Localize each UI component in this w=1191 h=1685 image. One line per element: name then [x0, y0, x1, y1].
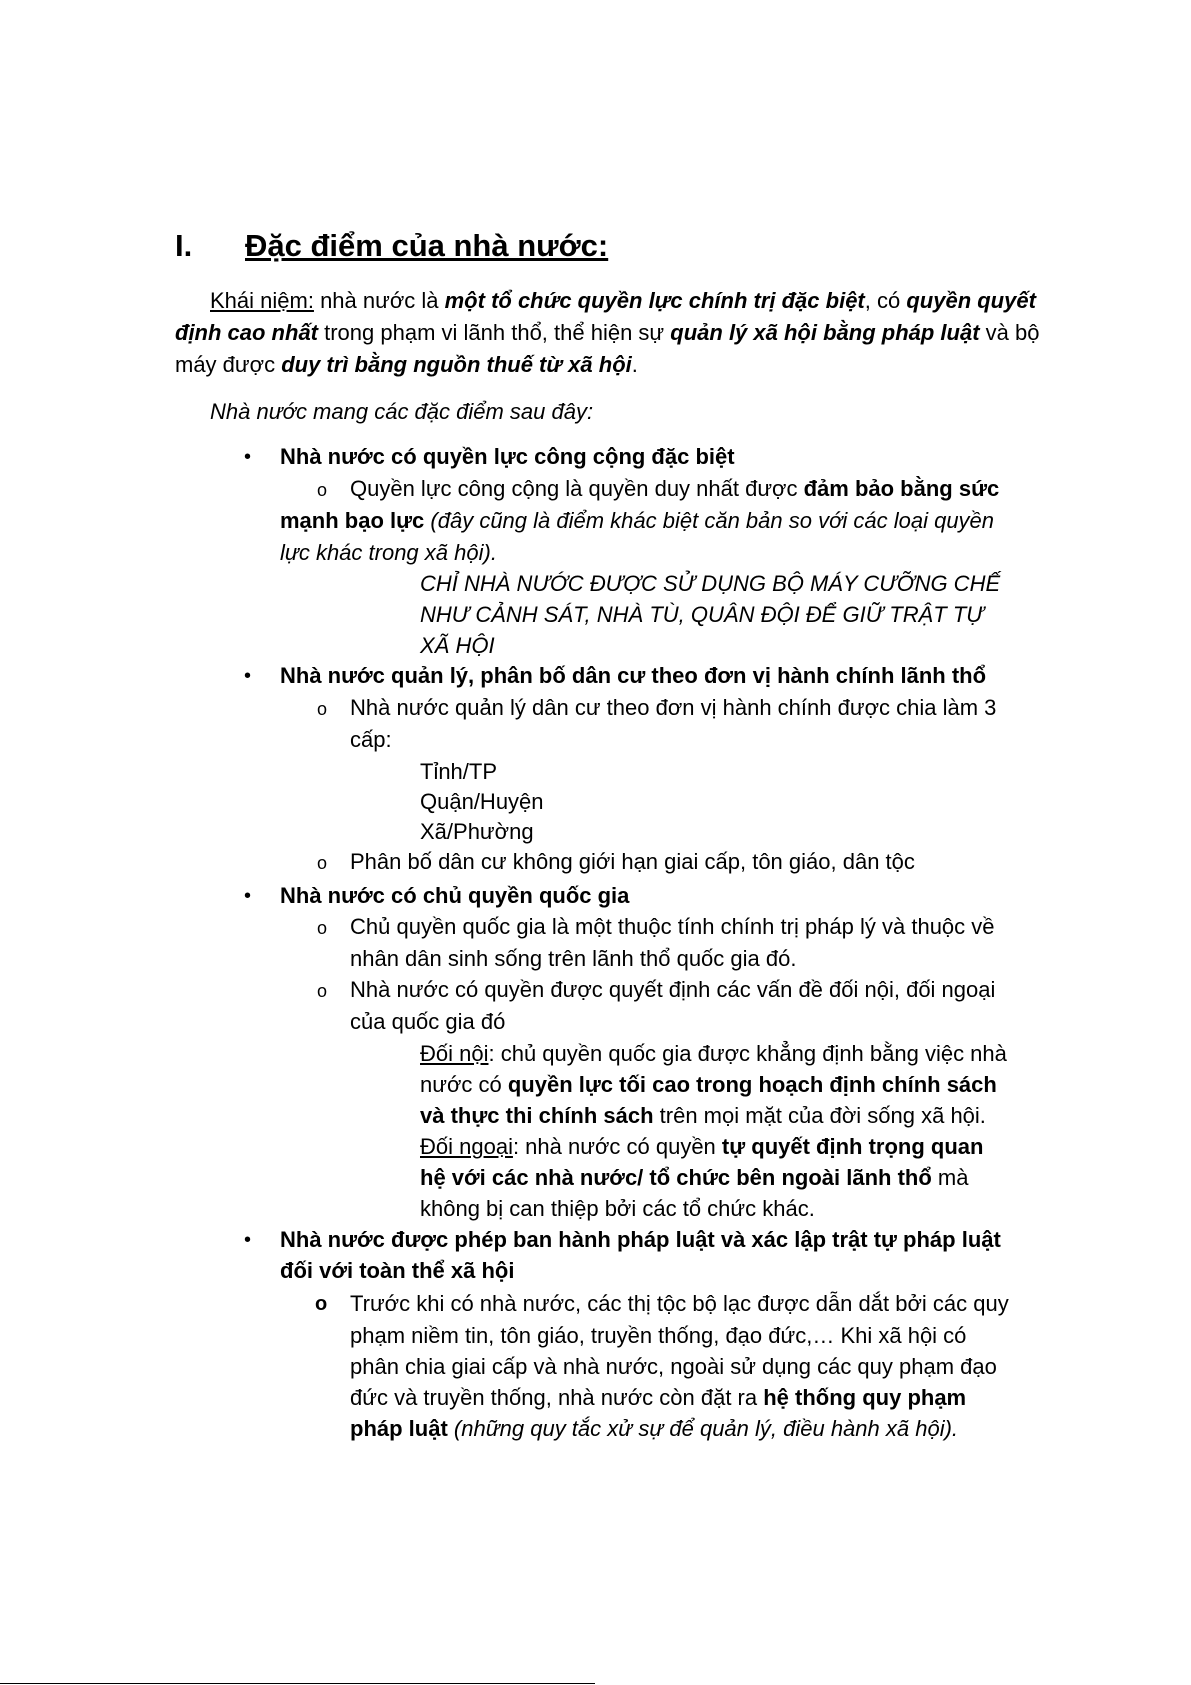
doi-noi-line-1: Đối nội: chủ quyền quốc gia được khẳng định bằng việc nhà: [420, 1041, 1007, 1066]
doi-noi-line-3: và thực thi chính sách trên mọi mặt của đời sống xã hội.: [420, 1103, 986, 1128]
bullet-2-title: Nhà nước quản lý, phân bố dân cư theo đơn vị hành chính lãnh thổ: [280, 663, 987, 688]
bullet-1-sub-1-line-2: mạnh bạo lực (đây cũng là điểm khác biệt căn bản so với các loại quyền: [280, 508, 995, 533]
bullet-4-sub-line-4: đức và truyền thống, nhà nước còn đặt ra hệ thống quy phạm: [350, 1385, 967, 1410]
bullet-marker: •: [244, 665, 252, 687]
bullet-1-sub-1-line-3: lực khác trong xã hội).: [280, 540, 497, 565]
bullet-2-sub-1-line-2: cấp:: [350, 727, 392, 752]
bullet-3-sub-2-line-2: của quốc gia đó: [350, 1009, 506, 1034]
circle-marker: o: [317, 699, 328, 719]
circle-marker: o: [317, 853, 328, 873]
bullet-4-title-line-2: đối với toàn thể xã hội: [280, 1258, 515, 1283]
bullet-2-sub-1-line-1: Nhà nước quản lý dân cư theo đơn vị hành chính được chia làm 3: [350, 695, 997, 720]
admin-level-item: Xã/Phường: [420, 819, 534, 844]
doi-noi-label: Đối nội: [420, 1041, 489, 1066]
circle-marker: o: [317, 981, 328, 1001]
bullet-4-sub-line-1: Trước khi có nhà nước, các thị tộc bộ lạc được dẫn dắt bởi các quy: [350, 1291, 1009, 1316]
bullet-4-sub-line-2: phạm niềm tin, tôn giáo, truyền thống, đạo đức,… Khi xã hội có: [350, 1323, 967, 1348]
bullet-1-note-line-1: CHỈ NHÀ NƯỚC ĐƯỢC SỬ DỤNG BỘ MÁY CƯỠNG CHẾ: [420, 571, 1001, 596]
bullet-2-sub-2: Phân bố dân cư không giới hạn giai cấp, tôn giáo, dân tộc: [350, 849, 915, 874]
section-title: Đặc điểm của nhà nước:: [245, 228, 609, 263]
bullet-3-sub-1-line-2: nhân dân sinh sống trên lãnh thổ quốc gia đó.: [350, 946, 797, 971]
bullet-4-sub-line-5: pháp luật (những quy tắc xử sự để quản lý, điều hành xã hội).: [350, 1416, 959, 1441]
admin-level-item: Quận/Huyện: [420, 789, 544, 814]
circle-marker: o: [317, 480, 328, 500]
bullet-3-sub-2-line-1: Nhà nước có quyền được quyết định các vấn đề đối nội, đối ngoại: [350, 977, 996, 1002]
admin-level-item: Tỉnh/TP: [420, 759, 498, 784]
doi-ngoai-line-2: hệ với các nhà nước/ tổ chức bên ngoài lãnh thổ mà: [420, 1165, 969, 1190]
bullet-1-title: Nhà nước có quyền lực công cộng đặc biệt: [280, 444, 735, 469]
bullet-marker: •: [244, 446, 252, 468]
bullet-marker: •: [244, 1229, 252, 1251]
intro-text: Nhà nước mang các đặc điểm sau đây:: [210, 399, 594, 424]
footnote-divider: [0, 1683, 595, 1684]
definition-paragraph: Khái niệm: nhà nước là một tổ chức quyền lực chính trị đặc biệt, có quyền quyết định cao nhất trong phạm vi lãnh thổ, thể hiện sự quản lý xã hội bằng pháp luật và bộ máy được duy trì bằng nguồn thuế từ xã hội.: [175, 288, 1040, 377]
circle-marker: o: [315, 1293, 328, 1315]
bullet-1-sub-1-line-1: Quyền lực công cộng là quyền duy nhất được đảm bảo bằng sức: [350, 476, 1000, 501]
doi-noi-line-2: nước có quyền lực tối cao trong hoạch định chính sách: [420, 1072, 997, 1097]
definition-label: Khái niệm:: [210, 288, 314, 313]
doi-ngoai-line-3: không bị can thiệp bởi các tổ chức khác.: [420, 1196, 815, 1221]
bullet-1-note-line-3: XÃ HỘI: [420, 633, 495, 658]
doi-ngoai-label: Đối ngoại: [420, 1134, 513, 1159]
section-number: I.: [175, 228, 193, 263]
circle-marker: o: [317, 918, 328, 938]
doi-ngoai-line-1: Đối ngoại: nhà nước có quyền tự quyết định trọng quan: [420, 1134, 984, 1159]
bullet-marker: •: [244, 885, 252, 907]
bullet-4-sub-line-3: phân chia giai cấp và nhà nước, ngoài sử dụng các quy phạm đạo: [350, 1354, 997, 1379]
section-heading: [175, 228, 608, 264]
bullet-4-title-line-1: Nhà nước được phép ban hành pháp luật và xác lập trật tự pháp luật: [280, 1227, 1001, 1252]
bullet-1-note-line-2: NHƯ CẢNH SÁT, NHÀ TÙ, QUÂN ĐỘI ĐỂ GIỮ TRẬT TỰ: [420, 602, 984, 627]
bullet-3-title: Nhà nước có chủ quyền quốc gia: [280, 883, 630, 908]
bullet-3-sub-1-line-1: Chủ quyền quốc gia là một thuộc tính chính trị pháp lý và thuộc về: [350, 914, 995, 939]
